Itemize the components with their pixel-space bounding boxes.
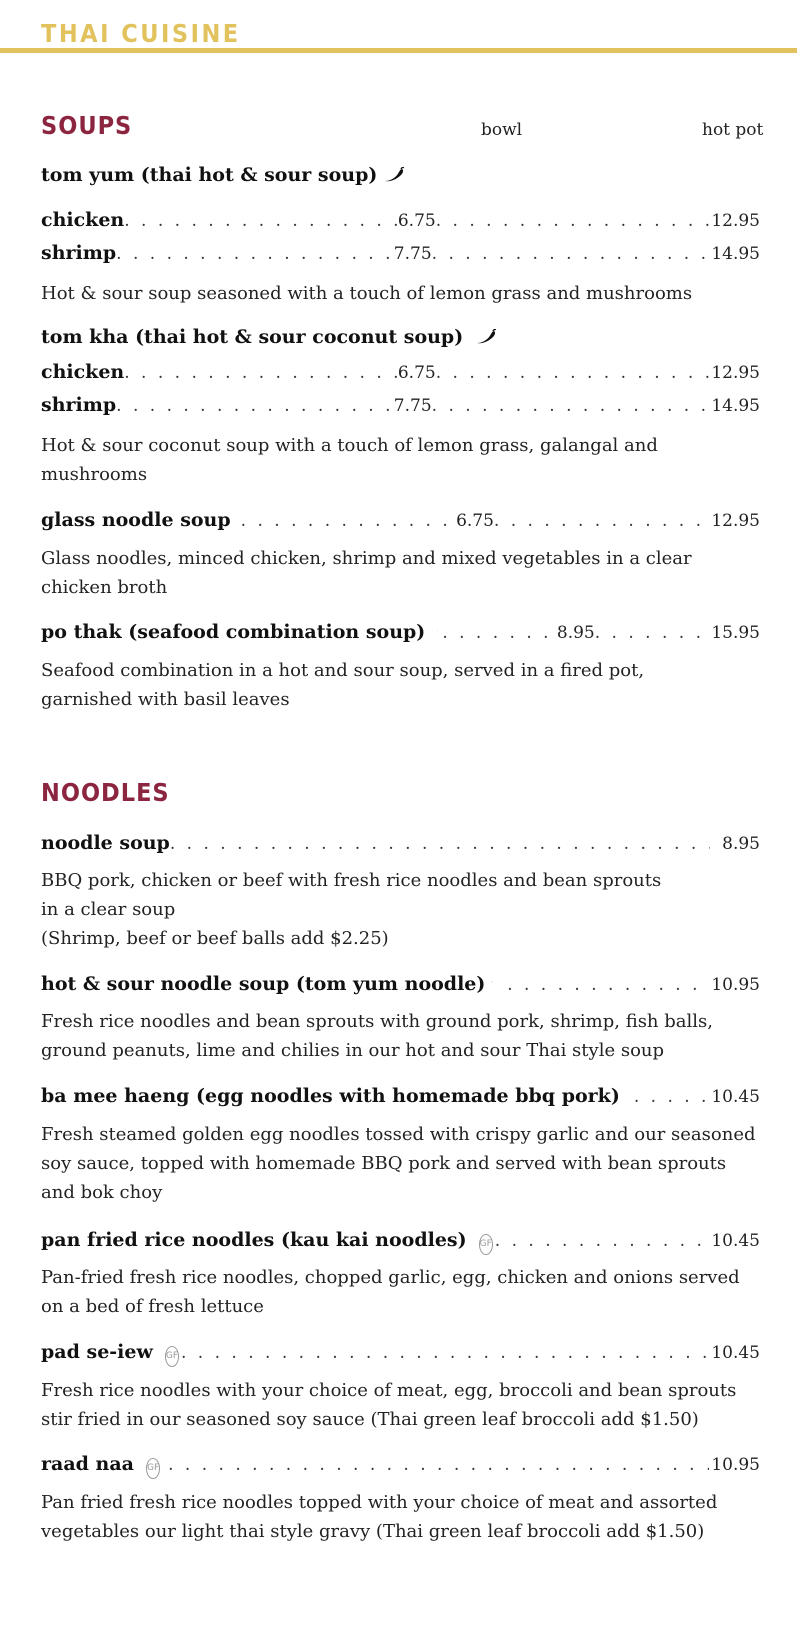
- glass-noodle-description: Glass noodles, minced chicken, shrimp and mixed vegetables in a clear chicken broth: [41, 548, 692, 598]
- hotpot-column-header: hot pot: [702, 120, 764, 140]
- soups-section-title: SOUPS: [41, 111, 133, 140]
- chili-pepper-icon: [491, 974, 493, 990]
- chili-pepper-icon: [475, 329, 497, 345]
- bowl-price: 7.75: [393, 244, 432, 264]
- menu-item-row: [41, 831, 760, 855]
- menu-item-row: [41, 1340, 760, 1364]
- menu-item-row: [41, 508, 760, 532]
- kau-kai-description: Pan-fried fresh rice noodles, chopped garlic, egg, chicken and onions served on a bed of fresh lettuce: [41, 1267, 740, 1317]
- item-name: ba mee haeng (egg noodles with homemade bbq pork): [41, 1085, 620, 1107]
- dot-leader: [436, 361, 710, 385]
- brand-title: THAI CUISINE: [41, 19, 241, 48]
- tom-yum-title-text: tom yum (thai hot & sour soup): [41, 164, 378, 186]
- tom-kha-title: [41, 328, 497, 347]
- menu-item-row: [41, 208, 760, 232]
- noodles-section-title: NOODLES: [41, 778, 170, 807]
- item-price: 8.95: [722, 834, 760, 854]
- dot-leader: [181, 1341, 709, 1365]
- dot-leader: [442, 621, 557, 645]
- menu-item-row: [41, 972, 760, 996]
- item-name: chicken: [41, 209, 125, 231]
- description-line: BBQ pork, chicken or beef with fresh rice noodles and bean sprouts: [41, 870, 662, 891]
- dot-leader: [432, 394, 710, 418]
- hot-sour-description: Fresh rice noodles and bean sprouts with ground pork, shrimp, fish balls, ground peanuts, lime and chilies in our hot and sour Thai style soup: [41, 1011, 713, 1061]
- bowl-price: 8.95: [556, 623, 595, 643]
- tom-yum-description: Hot & sour soup seasoned with a touch of lemon grass and mushrooms: [41, 283, 693, 304]
- item-name: pan fried rice noodles (kau kai noodles): [41, 1229, 467, 1251]
- dot-leader: [241, 509, 456, 533]
- item-name: po thak (seafood combination soup): [41, 621, 426, 643]
- item-name: hot & sour noodle soup (tom yum noodle): [41, 973, 486, 995]
- bowl-price: 6.75: [397, 363, 436, 383]
- gluten-free-icon: GF: [479, 1234, 493, 1255]
- item-name: raad naa: [41, 1453, 134, 1475]
- tom-kha-title-text: tom kha (thai hot & sour coconut soup): [41, 326, 464, 348]
- hotpot-price: 12.95: [711, 511, 760, 531]
- item-name: glass noodle soup: [41, 509, 231, 531]
- tom-yum-title: [41, 166, 405, 185]
- page-header: [0, 0, 797, 53]
- dot-leader: [124, 209, 398, 233]
- raad-naa-description: Pan fried fresh rice noodles topped with your choice of meat and assorted vegetables our light thai style gravy (Thai green leaf broccoli add $1.50): [41, 1492, 718, 1542]
- chili-pepper-icon: [437, 622, 438, 638]
- description-line: (Shrimp, beef or beef balls add $2.25): [41, 928, 389, 949]
- item-name: pad se-iew: [41, 1341, 153, 1363]
- pad-se-iew-description: Fresh rice noodles with your choice of meat, egg, broccoli and bean sprouts stir fried in our seasoned soy sauce (Thai green leaf broccoli add $1.50): [41, 1380, 737, 1430]
- noodle-soup-description: [41, 866, 741, 953]
- item-price: 10.45: [711, 1231, 760, 1251]
- menu-item-row: [41, 1084, 760, 1108]
- hotpot-price: 15.95: [711, 623, 760, 643]
- menu-item-row: [41, 620, 760, 644]
- dot-leader: [634, 1085, 710, 1109]
- item-name: noodle soup: [41, 832, 170, 854]
- menu-item-row: [41, 360, 760, 384]
- hotpot-price: 14.95: [711, 396, 760, 416]
- dot-leader: [507, 973, 709, 997]
- gluten-free-icon: GF: [165, 1346, 179, 1367]
- chili-pepper-icon: [383, 167, 405, 183]
- dot-leader: [595, 621, 710, 645]
- hotpot-price: 12.95: [711, 211, 760, 231]
- dot-leader: [436, 209, 710, 233]
- menu-item-row: [41, 393, 760, 417]
- item-name: shrimp: [41, 394, 117, 416]
- hotpot-price: 12.95: [711, 363, 760, 383]
- hotpot-price: 14.95: [711, 244, 760, 264]
- dot-leader: [168, 1453, 709, 1477]
- item-price: 10.95: [711, 975, 760, 995]
- item-price: 10.95: [711, 1455, 760, 1475]
- item-price: 10.45: [711, 1087, 760, 1107]
- menu-item-row: [41, 1452, 760, 1476]
- description-line: in a clear soup: [41, 899, 176, 920]
- po-thak-description: Seafood combination in a hot and sour soup, served in a fired pot, garnished with basil leaves: [41, 660, 645, 710]
- menu-item-row: [41, 241, 760, 265]
- item-price: 10.45: [711, 1343, 760, 1363]
- dot-leader: [494, 509, 709, 533]
- bowl-price: 6.75: [397, 211, 436, 231]
- ba-mee-description: Fresh steamed golden egg noodles tossed with crispy garlic and our seasoned soy sauce, topped with homemade BBQ pork and served with bean sprouts and bok choy: [41, 1124, 756, 1203]
- dot-leader: [432, 242, 710, 266]
- item-name: chicken: [41, 361, 125, 383]
- bowl-column-header: bowl: [481, 120, 523, 140]
- dot-leader: [116, 394, 394, 418]
- bowl-price: 6.75: [456, 511, 494, 531]
- tom-kha-description: Hot & sour coconut soup with a touch of lemon grass, galangal and mushrooms: [41, 435, 658, 485]
- dot-leader: [124, 361, 398, 385]
- bowl-price: 7.75: [393, 396, 432, 416]
- dot-leader: [495, 1229, 710, 1253]
- dot-leader: [116, 242, 394, 266]
- dot-leader: [170, 832, 710, 856]
- gluten-free-icon: GF: [146, 1458, 160, 1479]
- menu-item-row: [41, 1228, 760, 1252]
- item-name: shrimp: [41, 242, 117, 264]
